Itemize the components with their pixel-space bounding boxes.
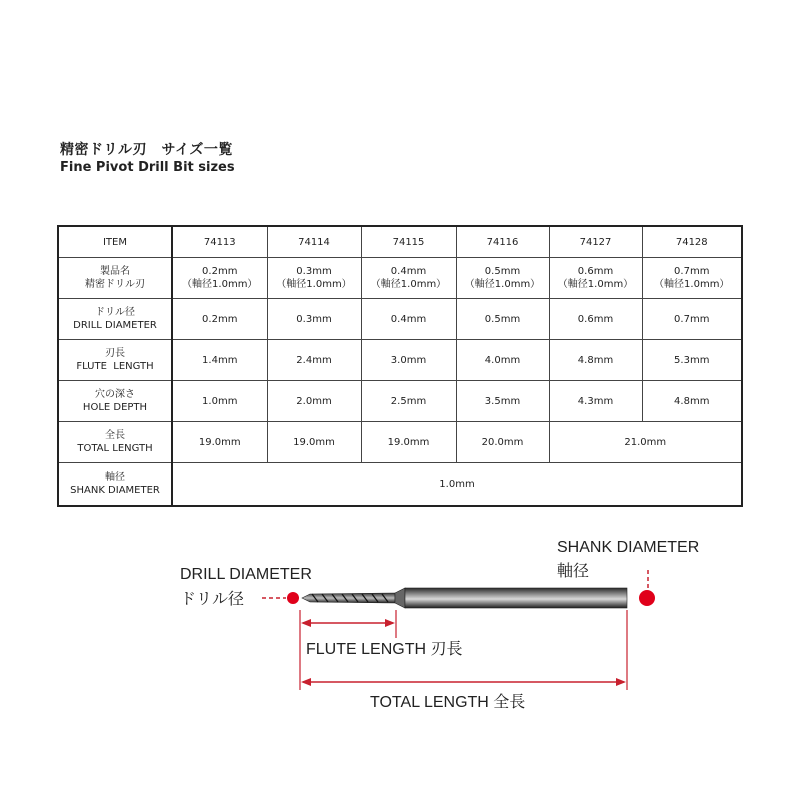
title-english: Fine Pivot Drill Bit sizes — [60, 160, 235, 175]
title-block — [60, 141, 235, 176]
product-cell — [361, 258, 456, 299]
total-length-cell: 19.0mm — [361, 422, 456, 463]
product-size: 0.7mm — [674, 266, 710, 277]
arrow-head-right — [385, 619, 395, 627]
flute-length-cell: 4.0mm — [456, 340, 549, 381]
product-cell — [456, 258, 549, 299]
product-note: （軸径1.0mm） — [370, 279, 447, 290]
hole-depth-cell: 3.5mm — [456, 381, 549, 422]
drill-flute — [302, 593, 395, 603]
product-size: 0.3mm — [296, 266, 332, 277]
table-row-item — [58, 226, 742, 258]
table-row-flute-length — [58, 340, 742, 381]
label-en: SHANK DIAMETER — [70, 485, 160, 496]
total-length-cell: 20.0mm — [456, 422, 549, 463]
flute-length-cell: 1.4mm — [172, 340, 267, 381]
row-label-flute-length — [58, 340, 172, 381]
flute-length-cell: 2.4mm — [267, 340, 361, 381]
label-en: HOLE DEPTH — [82, 402, 148, 413]
total-length-cell: 19.0mm — [267, 422, 361, 463]
diagram-label-flute-length: FLUTE LENGTH 刃長 — [306, 641, 463, 658]
label-en: FLUTE LENGTH — [76, 361, 154, 372]
total-length-merged-cell: 21.0mm — [549, 422, 742, 463]
hole-depth-cell: 2.0mm — [267, 381, 361, 422]
label-jp-secondary: 精密ドリル刃 — [85, 279, 145, 290]
product-note: （軸径1.0mm） — [654, 279, 730, 290]
item-number: 74115 — [361, 226, 456, 258]
row-label-hole-depth — [58, 381, 172, 422]
table-row-product-name — [58, 258, 742, 299]
product-note: （軸径1.0mm） — [464, 279, 541, 290]
shank-diameter-cell: 1.0mm — [172, 463, 742, 507]
flute-length-cell: 5.3mm — [642, 340, 742, 381]
product-note: （軸径1.0mm） — [276, 279, 352, 290]
item-number: 74116 — [456, 226, 549, 258]
drill-bit — [302, 588, 627, 608]
item-number: 74114 — [267, 226, 361, 258]
drill-taper — [395, 588, 405, 608]
table-row-drill-diameter — [58, 299, 742, 340]
drill-diameter-cell: 0.3mm — [267, 299, 361, 340]
hole-depth-cell: 4.3mm — [549, 381, 642, 422]
drill-diameter-cell: 0.5mm — [456, 299, 549, 340]
product-cell — [549, 258, 642, 299]
item-number: 74113 — [172, 226, 267, 258]
product-cell — [267, 258, 361, 299]
product-size: 0.4mm — [390, 266, 427, 277]
drill-shank — [405, 588, 627, 608]
diagram-label-shank-diameter-jp: 軸径 — [557, 563, 590, 580]
shank-diameter-dot — [639, 590, 655, 606]
flute-length-cell: 3.0mm — [361, 340, 456, 381]
row-label-total-length — [58, 422, 172, 463]
row-label-drill-diameter — [58, 299, 172, 340]
product-size: 0.2mm — [202, 266, 238, 277]
size-table — [57, 225, 743, 507]
arrow-head-right — [616, 678, 626, 686]
hole-depth-cell: 4.8mm — [642, 381, 742, 422]
flute-length-cell: 4.8mm — [549, 340, 642, 381]
label-jp: 穴の深さ — [95, 389, 135, 400]
product-note: （軸径1.0mm） — [557, 279, 634, 290]
hole-depth-cell: 2.5mm — [361, 381, 456, 422]
label-en: TOTAL LENGTH — [77, 443, 153, 454]
diagram-label-drill-diameter: DRILL DIAMETER — [180, 566, 312, 583]
diagram-label-total-length: TOTAL LENGTH 全長 — [370, 694, 526, 711]
table-row-total-length — [58, 422, 742, 463]
drill-diameter-dot — [287, 592, 299, 604]
row-label-item: ITEM — [58, 226, 172, 258]
product-cell — [642, 258, 742, 299]
label-jp: 刃長 — [105, 348, 125, 359]
label-jp: ドリル径 — [95, 307, 135, 318]
table-row-hole-depth — [58, 381, 742, 422]
item-number: 74128 — [642, 226, 742, 258]
diagram-label-shank-diameter: SHANK DIAMETER — [557, 539, 700, 556]
title-japanese: 精密ドリル刃 サイズ一覧 — [60, 142, 233, 158]
table-row-shank-diameter — [58, 463, 742, 507]
row-label-product-name — [58, 258, 172, 299]
diagram-label-drill-diameter-jp: ドリル径 — [180, 591, 245, 608]
total-length-cell: 19.0mm — [172, 422, 267, 463]
arrow-head-left — [301, 619, 311, 627]
drill-diameter-cell: 0.6mm — [549, 299, 642, 340]
item-number: 74127 — [549, 226, 642, 258]
label-jp: 製品名 — [100, 266, 130, 277]
hole-depth-cell: 1.0mm — [172, 381, 267, 422]
drill-diameter-cell: 0.4mm — [361, 299, 456, 340]
drill-diameter-cell: 0.7mm — [642, 299, 742, 340]
product-note: （軸径1.0mm） — [182, 279, 258, 290]
drill-bit-diagram — [0, 520, 800, 720]
row-label-shank-diameter — [58, 463, 172, 507]
product-size: 0.6mm — [577, 266, 614, 277]
arrow-head-left — [301, 678, 311, 686]
label-jp: 全長 — [105, 430, 125, 441]
product-size: 0.5mm — [484, 266, 521, 277]
label-en: DRILL DIAMETER — [73, 320, 157, 331]
label-jp: 軸径 — [105, 472, 125, 483]
product-cell — [172, 258, 267, 299]
drill-diameter-cell: 0.2mm — [172, 299, 267, 340]
